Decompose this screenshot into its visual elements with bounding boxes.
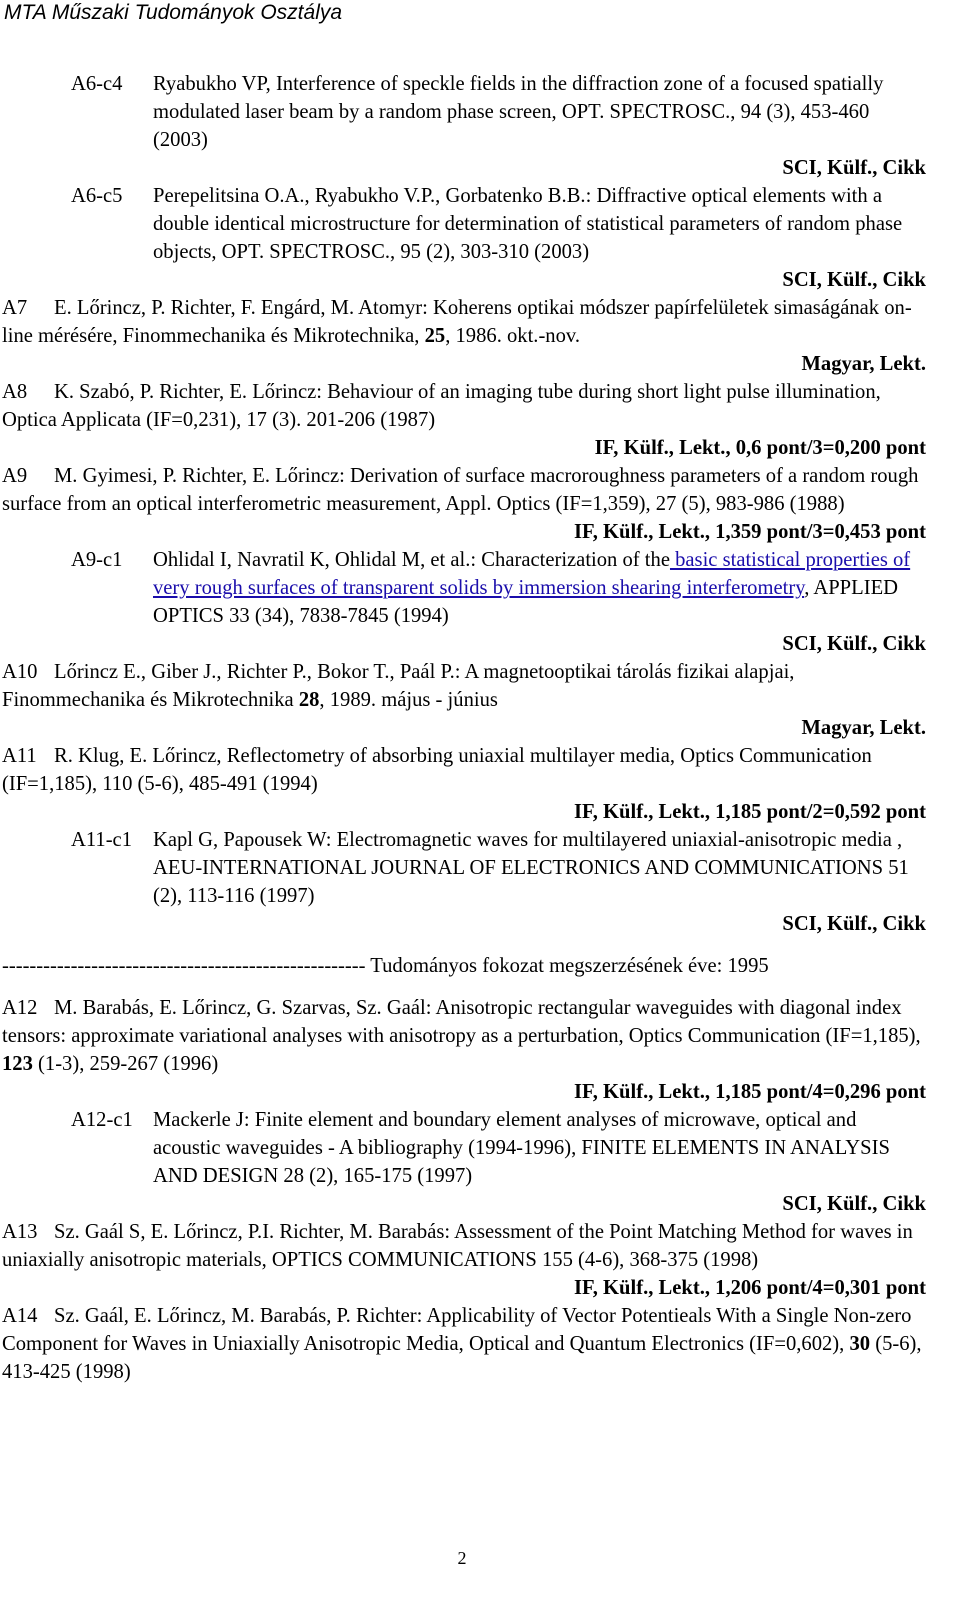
section-divider: [2, 952, 926, 980]
entry-label: A7: [2, 297, 28, 319]
entry-label: A12: [2, 997, 38, 1019]
entry-label: A11: [2, 745, 37, 767]
entry-text: Mackerle J: Finite element and boundary element analyses of microwave, optical and acoustic waveguides - A bibliography (1994-1996), FINITE ELEMENTS IN ANALYSIS AND DESIGN 28 (2), 165-175 (1997): [153, 1109, 890, 1187]
entry-text: Sz. Gaál S, E. Lőrincz, P.I. Richter, M. Barabás: Assessment of the Point Matching Method for waves in uniaxially anisotropic materials, OPTICS COMMUNICATIONS 155 (4-6), 368-375 (1998): [2, 1221, 913, 1271]
volume-number: 123: [2, 1053, 33, 1075]
entry-label: A8: [2, 381, 28, 403]
publication-entry: [2, 994, 926, 1078]
entry-tag: SCI, Külf., Cikk: [782, 157, 926, 179]
entry-label: A11-c1: [71, 829, 132, 851]
publication-entry: [2, 1302, 926, 1386]
entry-tag: IF, Külf., Lekt., 1,359 pont/3=0,453 pont: [574, 521, 926, 543]
entry-text: K. Szabó, P. Richter, E. Lőrincz: Behaviour of an imaging tube during short light pulse illumination, Optica Applicata (IF=0,231), 17 (3). 201-206 (1987): [2, 381, 881, 431]
entry-label: A12-c1: [71, 1109, 133, 1131]
publication-entry: [2, 1218, 926, 1274]
divider-dashes: -----------------------------------------------------: [2, 955, 366, 977]
entry-label: A9: [2, 465, 28, 487]
entry-tag: IF, Külf., Lekt., 1,185 pont/4=0,296 pont: [574, 1081, 926, 1103]
entry-label: A6-c4: [71, 73, 123, 95]
publication-entry: [2, 462, 926, 518]
entry-label: A10: [2, 661, 38, 683]
citation-entry: [2, 70, 926, 154]
entry-tag: IF, Külf., Lekt., 1,185 pont/2=0,592 pont: [574, 801, 926, 823]
entry-text-end: , 1989. május - június: [319, 689, 498, 711]
citation-entry: [2, 546, 926, 630]
article-link[interactable]: basic statistical properties of very rough surfaces of transparent solids by immersion shearing interferometry: [153, 549, 911, 599]
citation-entry: [2, 182, 926, 266]
entry-label: A14: [2, 1305, 38, 1327]
entry-text: Sz. Gaál, E. Lőrincz, M. Barabás, P. Richter: Applicability of Vector Potentieals With a Single Non-zero Component for Waves in Uniaxially Anisotropic Media, Optical and Quantum Electronics (IF=0,602),: [2, 1305, 912, 1355]
entry-tag: Magyar, Lekt.: [801, 717, 926, 739]
entry-label: A13: [2, 1221, 38, 1243]
page-number: 2: [457, 1548, 467, 1568]
entry-tag: SCI, Külf., Cikk: [782, 633, 926, 655]
entry-text-end: (5-6), 413-425 (1998): [2, 1333, 922, 1383]
entry-text: R. Klug, E. Lőrincz, Reflectometry of absorbing uniaxial multilayer media, Optics Communication (IF=1,185), 110 (5-6), 485-491 (1994): [2, 745, 872, 795]
entry-text: Ohlidal I, Navratil K, Ohlidal M, et al.: Characterization of the: [153, 549, 670, 571]
entry-tag: IF, Külf., Lekt., 0,6 pont/3=0,200 pont: [594, 437, 926, 459]
volume-number: 28: [298, 689, 320, 711]
entry-text: Kapl G, Papousek W: Electromagnetic waves for multilayered uniaxial-anisotropic media , AEU-INTERNATIONAL JOURNAL OF ELECTRONICS AND COMMUNICATIONS 51 (2), 113-116 (1997): [153, 829, 909, 907]
publication-entry: [2, 658, 926, 714]
divider-text: Tudományos fokozat megszerzésének éve: 1995: [365, 955, 769, 977]
entry-text: M. Barabás, E. Lőrincz, G. Szarvas, Sz. Gaál: Anisotropic rectangular waveguides with diagonal index tensors: approximate variational analyses with anisotropy as a perturbation, Optics Communication (IF=1,185),: [2, 997, 921, 1047]
page-header: MTA Műszaki Tudományok Osztálya: [4, 1, 343, 24]
entry-text: Ryabukho VP, Interference of speckle fields in the diffraction zone of a focused spatially modulated laser beam by a random phase screen, OPT. SPECTROSC., 94 (3), 453-460 (2003): [153, 73, 884, 151]
entry-text: Perepelitsina O.A., Ryabukho V.P., Gorbatenko B.B.: Diffractive optical elements with a double identical microstructure for determination of statistical parameters of random phase objects, OPT. SPECTROSC., 95 (2), 303-310 (2003): [153, 185, 903, 263]
entry-text: M. Gyimesi, P. Richter, E. Lőrincz: Derivation of surface macroroughness parameters of a random rough surface from an optical interferometric measurement, Appl. Optics (IF=1,359), 27 (5), 983-986 (1988): [2, 465, 919, 515]
entry-text: Lőrincz E., Giber J., Richter P., Bokor T., Paál P.: A magnetooptikai tárolás fizikai alapjai, Finommechanika és Mikrotechnika: [2, 661, 795, 711]
publication-entry: [2, 378, 926, 434]
entry-tag: IF, Külf., Lekt., 1,206 pont/4=0,301 pont: [574, 1277, 926, 1299]
citation-entry: [2, 1106, 926, 1190]
entry-text: E. Lőrincz, P. Richter, F. Engárd, M. Atomyr: Koherens optikai módszer papírfelületek simaságának on-line mérésére, Finommechanika és Mikrotechnika,: [2, 297, 912, 347]
citation-entry: [2, 826, 926, 910]
entry-tag: Magyar, Lekt.: [801, 353, 926, 375]
publication-entry: [2, 294, 926, 350]
entry-tag: SCI, Külf., Cikk: [782, 913, 926, 935]
publication-entry: [2, 742, 926, 798]
entry-tag: SCI, Külf., Cikk: [782, 1193, 926, 1215]
entry-text-end: , APPLIED OPTICS 33 (34), 7838-7845 (1994): [153, 577, 899, 627]
volume-number: 25: [424, 325, 446, 347]
entry-tag: SCI, Külf., Cikk: [782, 269, 926, 291]
volume-number: 30: [849, 1333, 871, 1355]
publication-list: [2, 70, 926, 1386]
entry-label: A9-c1: [71, 549, 123, 571]
entry-label: A6-c5: [71, 185, 123, 207]
entry-text-end: (1-3), 259-267 (1996): [32, 1053, 219, 1075]
entry-text-end: , 1986. okt.-nov.: [445, 325, 581, 347]
